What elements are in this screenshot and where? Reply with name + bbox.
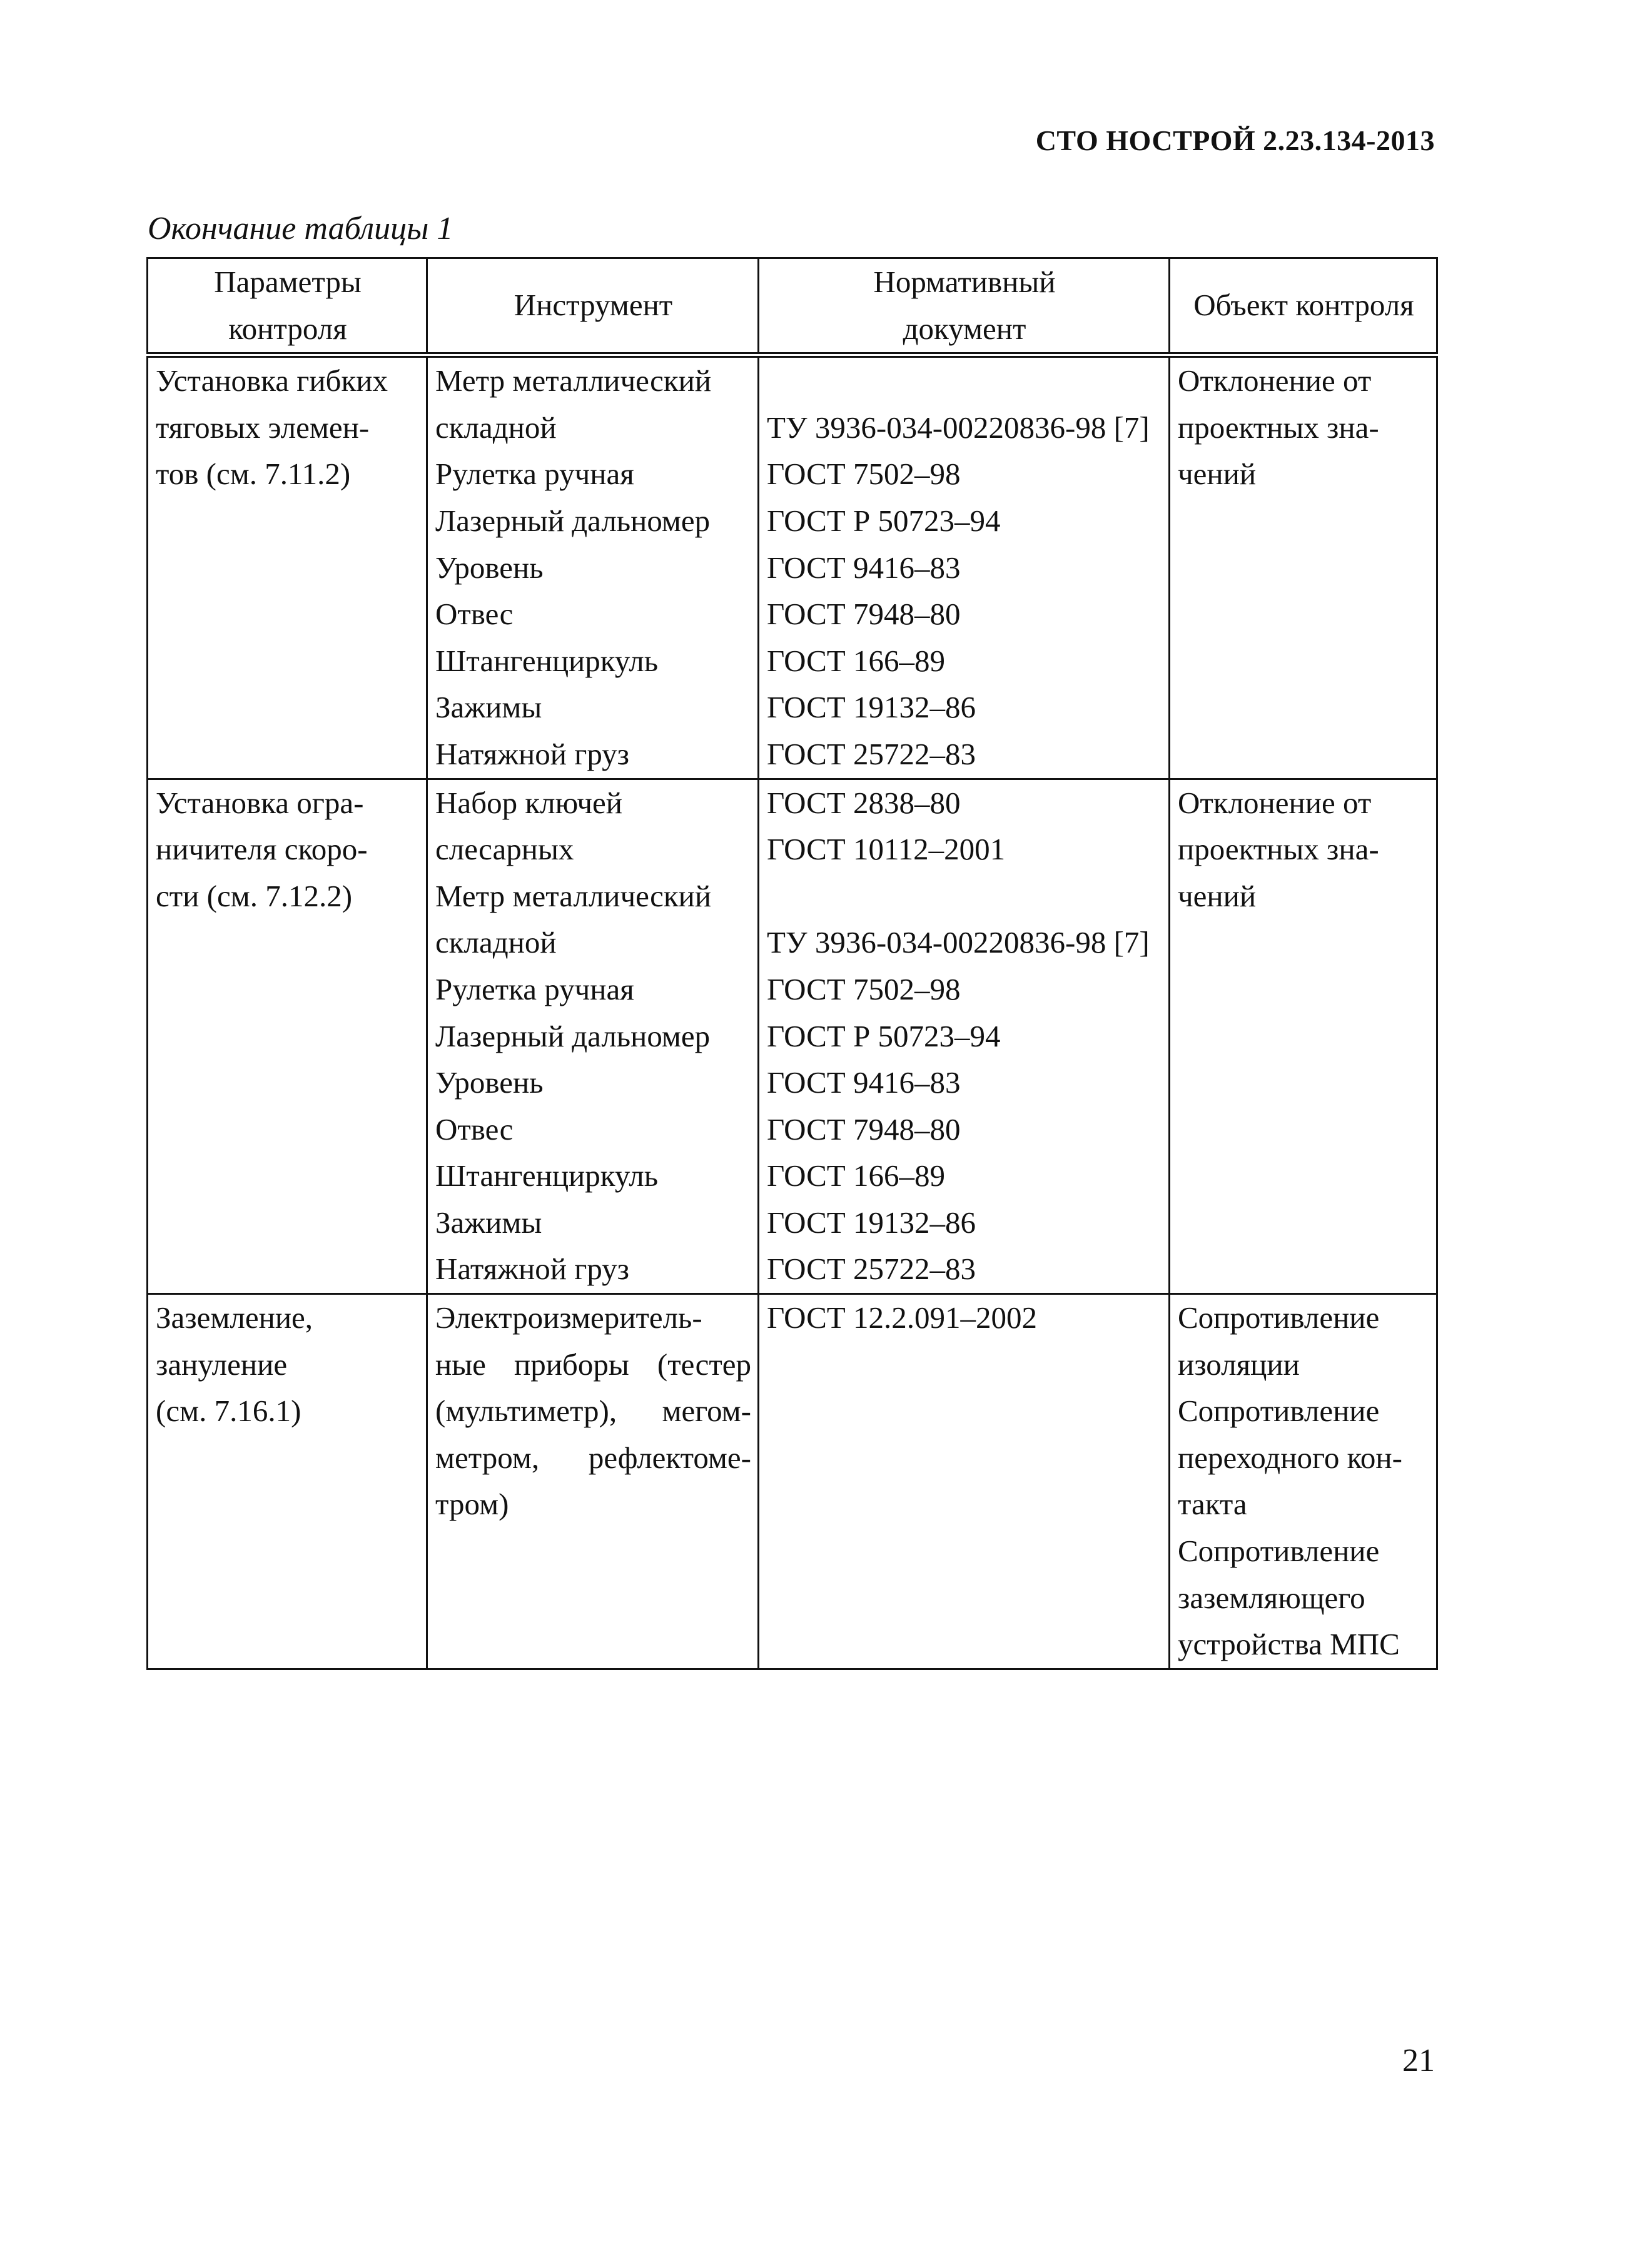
cell-line: проектных зна- [1178,410,1379,445]
cell-line: ГОСТ 19132–86 [767,690,976,725]
cell-line: Сопротивление [1178,1534,1380,1569]
cell-line: такта [1178,1487,1247,1522]
col-header-object [1170,258,1437,355]
page-number: 21 [1402,2043,1435,2078]
cell-line: ГОСТ 166–89 [767,1158,945,1193]
cell-line: ГОСТ Р 50723–94 [767,503,1001,538]
cell-line: Лазерный дальномер [435,1018,711,1053]
instrument-cell [427,779,759,1294]
cell-line: заземляющего [1178,1580,1365,1615]
cell-line: ГОСТ 9416–83 [767,550,961,585]
cell-line: ТУ 3936-034-00220836-98 [7] [767,410,1150,445]
cell-line: Уровень [435,550,544,585]
cell-line: Уровень [435,1065,544,1100]
col-header-document [759,258,1170,355]
control-table [146,257,1438,1670]
document-cell [759,355,1170,779]
cell-line: слесарных [435,832,574,867]
cell-line: ГОСТ 12.2.091–2002 [767,1300,1037,1335]
cell-line: ГОСТ 7502–98 [767,971,961,1006]
cell-line: Метр металлический [435,878,712,913]
table-header-row [148,258,1437,355]
cell-line: (см. 7.16.1) [156,1394,301,1429]
cell-line: Рулетка ручная [435,971,634,1006]
cell-line: Набор ключей [435,785,622,820]
cell-line: Натяжной груз [435,1252,630,1287]
cell-line: ГОСТ 166–89 [767,643,945,678]
cell-line: чений [1178,878,1257,913]
cell-line: устройства МПС [1178,1627,1400,1662]
object-cell [1170,355,1437,779]
cell-line [767,873,1162,920]
cell-line: Отвес [435,597,514,632]
table-row [148,1294,1437,1669]
cell-line: Объект контроля [1193,288,1414,323]
cell-line: Метр металлический [435,363,712,398]
instrument-cell [427,355,759,779]
col-header-params [148,258,427,355]
cell-line: зануление [156,1347,288,1382]
cell-line: Натяжной груз [435,736,630,771]
cell-line: ГОСТ 19132–86 [767,1205,976,1240]
cell-line: (мультиметр), мегом- [435,1394,751,1429]
cell-line: Отклонение от [1178,785,1372,820]
cell-line: документ [903,311,1026,346]
cell-line: Штангенциркуль [435,1158,659,1193]
param-cell [148,1294,427,1669]
cell-line: ГОСТ 7948–80 [767,1111,961,1147]
document-cell [759,779,1170,1294]
document-cell [759,1294,1170,1669]
cell-line: Отклонение от [1178,363,1372,398]
cell-line: тов (см. 7.11.2) [156,457,351,492]
cell-line: Сопротивление [1178,1300,1380,1335]
cell-line: ГОСТ 25722–83 [767,736,976,771]
cell-line: Зажимы [435,690,542,725]
table-caption: Окончание таблицы 1 [148,211,453,246]
cell-line: Заземление, [156,1300,313,1335]
cell-line: Инструмент [514,288,673,323]
cell-line: ничителя скоро- [156,832,368,867]
cell-line: ГОСТ Р 50723–94 [767,1018,1001,1053]
document-header: СТО НОСТРОЙ 2.23.134-2013 [1035,124,1435,156]
cell-line: Параметры [214,265,362,299]
cell-line: ГОСТ 7502–98 [767,457,961,492]
cell-line: чений [1178,457,1257,492]
cell-line: Электроизмеритель- [435,1300,702,1335]
cell-line: ГОСТ 10112–2001 [767,832,1006,867]
cell-line: Отвес [435,1111,514,1147]
table-row [148,355,1437,779]
cell-line [767,358,1162,405]
cell-line: проектных зна- [1178,832,1379,867]
cell-line: тром) [435,1487,509,1522]
cell-line: ГОСТ 25722–83 [767,1252,976,1287]
cell-line: ГОСТ 7948–80 [767,597,961,632]
cell-line: изоляции [1178,1347,1300,1382]
col-header-instrument [427,258,759,355]
cell-line: ГОСТ 2838–80 [767,785,961,820]
cell-line: Штангенциркуль [435,643,659,678]
object-cell [1170,1294,1437,1669]
cell-line: ТУ 3936-034-00220836-98 [7] [767,925,1150,960]
param-cell [148,779,427,1294]
cell-line: переходного кон- [1178,1440,1402,1475]
param-cell [148,355,427,779]
cell-line: Установка гибких [156,363,388,398]
cell-line: Установка огра- [156,785,364,820]
cell-line: ные приборы (тестер [435,1347,751,1382]
cell-line: Лазерный дальномер [435,503,711,538]
cell-line: метром, рефлектоме- [435,1440,751,1475]
cell-line: сти (см. 7.12.2) [156,878,353,913]
instrument-cell [427,1294,759,1669]
cell-line: складной [435,925,557,960]
cell-line: Сопротивление [1178,1394,1380,1429]
cell-line: тяговых элемен- [156,410,370,445]
cell-line: Зажимы [435,1205,542,1240]
cell-line: Нормативный [873,265,1056,299]
object-cell [1170,779,1437,1294]
table-row [148,779,1437,1294]
cell-line: ГОСТ 9416–83 [767,1065,961,1100]
cell-line: контроля [228,311,347,346]
cell-line: складной [435,410,557,445]
cell-line: Рулетка ручная [435,457,634,492]
